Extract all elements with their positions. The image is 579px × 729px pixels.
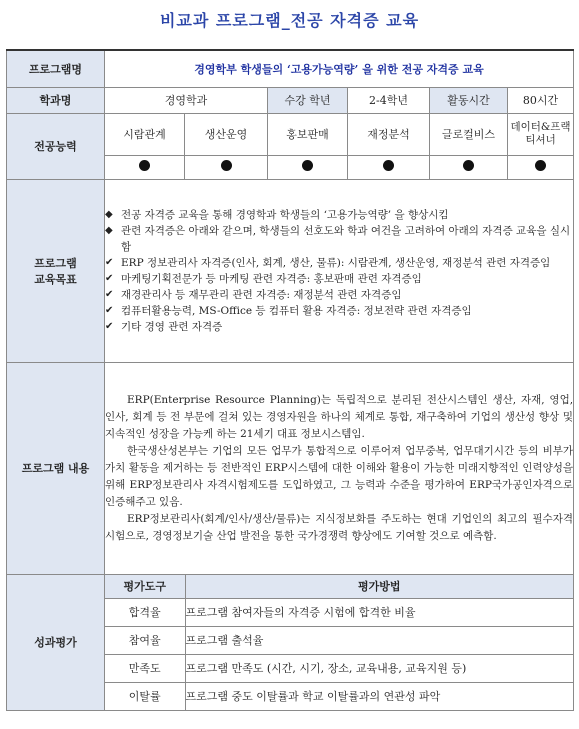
goal-item [105, 319, 573, 335]
goal-text: 기타 경영 관련 자격증 [121, 320, 223, 333]
time-label: 활동시간 [430, 87, 508, 113]
competency-item: 데이터&프랙티셔너 [508, 113, 574, 155]
content-paragraph: 한국생산성본부는 기업의 모든 업무가 통합적으로 이루어져 업무중복, 업무대기시간 등의 비부가가치 활동을 제거하는 등 전반적인 ERP시스템에 대한 이해와 활용이 가능한 미래지향적인 인력양성을 위해 ERP정보관리사 자격시험제도를 도입하였고, 그 능력과 수준을 평가하여 ERP국가공인자격으로 인증해주고 있음. [105, 444, 574, 508]
program-label: 프로그램명 [7, 50, 105, 87]
year-value: 2-4학년 [348, 87, 430, 113]
goal-text: 마케팅기획전문가 등 마케팅 관련 자격증: 홍보판매 관련 자격증임 [121, 272, 422, 285]
checkmark-icon: ✔ [105, 256, 114, 268]
filled-circle-icon [383, 160, 394, 171]
competency-mark [185, 155, 268, 179]
eval-method: 프로그램 참여자들의 자격증 시험에 합격한 비율 [185, 598, 573, 626]
time-value: 80시간 [508, 87, 574, 113]
evaluation-row-item [105, 682, 573, 710]
evaluation-row-item [105, 654, 573, 682]
department-value: 경영학과 [105, 87, 268, 113]
checkmark-icon: ✔ [105, 304, 114, 316]
content-row [7, 362, 574, 574]
competency-item: 시람관계 [105, 113, 185, 155]
department-label: 학과명 [7, 87, 105, 113]
content-paragraph: ERP(Enterprise Resource Planning)는 독립적으로 분리된 전산시스템인 생산, 자재, 영업, 인사, 회계 등 전 부문에 걸쳐 있는 경영자원을 하나의 체계로 통합, 재구축하여 기업의 생산성 향상 및 지속적인 성장을 가능케 하는 21세기 대표 정보시스템임. [105, 393, 574, 440]
checkmark-icon: ✔ [105, 320, 114, 332]
competency-item: 생산운영 [185, 113, 268, 155]
eval-tool: 이탈률 [105, 682, 185, 710]
program-table [6, 49, 574, 711]
content-body [105, 362, 574, 574]
goal-text: 재경관리사 등 재무관리 관련 자격증: 재정분석 관련 자격증임 [121, 288, 402, 301]
goals-label [7, 179, 105, 362]
evaluation-row [7, 574, 574, 710]
eval-method-header: 평가방법 [185, 575, 573, 599]
competency-mark [348, 155, 430, 179]
eval-method: 프로그램 중도 이탈률과 학교 이탈률과의 연관성 파악 [185, 682, 573, 710]
competency-mark [430, 155, 508, 179]
goal-item [105, 255, 573, 271]
diamond-bullet-icon: ◆ [105, 224, 113, 236]
department-row [7, 87, 574, 113]
program-name: 경영학부 학생들의 ‘고용가능역량’ 을 위한 전공 자격증 교육 [105, 50, 574, 87]
competency-mark [508, 155, 574, 179]
evaluation-table [105, 575, 573, 710]
goal-text: ERP 정보관리사 자격증(인사, 회계, 생산, 물류): 시람관계, 생산운영, 재정분석 관련 자격증임 [121, 256, 551, 269]
competency-mark [105, 155, 185, 179]
eval-method: 프로그램 만족도 (시간, 시기, 장소, 교육내용, 교육지원 등) [185, 654, 573, 682]
goal-item [105, 303, 573, 319]
eval-tool: 합격율 [105, 598, 185, 626]
goal-text: 컴퓨터활용능력, MS-Office 등 컴퓨터 활용 자격증: 정보전략 관련 자격증임 [121, 304, 472, 317]
content-label: 프로그램 내용 [7, 362, 105, 574]
competency-item: 재정분석 [348, 113, 430, 155]
document-title: 비교과 프로그램_전공 자격증 교육 [159, 11, 420, 30]
competency-item: 글로컬비스 [430, 113, 508, 155]
competency-label: 전공능력 [7, 113, 105, 179]
filled-circle-icon [463, 160, 474, 171]
goal-item [105, 223, 573, 255]
filled-circle-icon [221, 160, 232, 171]
goal-item [105, 207, 573, 223]
evaluation-header-row [105, 575, 573, 599]
checkmark-icon: ✔ [105, 288, 114, 300]
goals-content [105, 179, 574, 362]
goals-row [7, 179, 574, 362]
goal-text: 전공 자격증 교육을 통해 경영학과 학생들의 ‘고용가능역량’ 을 향상시킴 [121, 208, 449, 221]
checkmark-icon: ✔ [105, 272, 114, 284]
filled-circle-icon [139, 160, 150, 171]
filled-circle-icon [302, 160, 313, 171]
competency-row [7, 113, 574, 155]
evaluation-cell [105, 574, 574, 710]
evaluation-row-item [105, 598, 573, 626]
year-label: 수강 학년 [268, 87, 348, 113]
eval-tool-header: 평가도구 [105, 575, 185, 599]
content-paragraph: ERP정보관리사(회계/인사/생산/물류)는 지식정보화를 주도하는 현대 기업인의 최고의 필수자격시험으로, 경영정보기술 산업 발전을 통한 국가경쟁력 향상에도 기여할 것으로 예측함. [105, 512, 574, 542]
competency-item: 홍보판매 [268, 113, 348, 155]
goal-text: 관련 자격증은 아래와 같으며, 학생들의 선호도와 학과 여건을 고려하여 아래의 자격증 교육을 실시함 [121, 224, 571, 253]
diamond-bullet-icon: ◆ [105, 208, 113, 220]
goals-label-line: 프로그램 [34, 256, 77, 270]
competency-mark [268, 155, 348, 179]
evaluation-label: 성과평가 [7, 574, 105, 710]
eval-tool: 만족도 [105, 654, 185, 682]
eval-tool: 참여율 [105, 626, 185, 654]
goals-label-line: 교육목표 [34, 272, 77, 286]
evaluation-row-item [105, 626, 573, 654]
goal-item [105, 271, 573, 287]
goal-item [105, 287, 573, 303]
eval-method: 프로그램 출석율 [185, 626, 573, 654]
filled-circle-icon [535, 160, 546, 171]
program-row [7, 50, 574, 87]
